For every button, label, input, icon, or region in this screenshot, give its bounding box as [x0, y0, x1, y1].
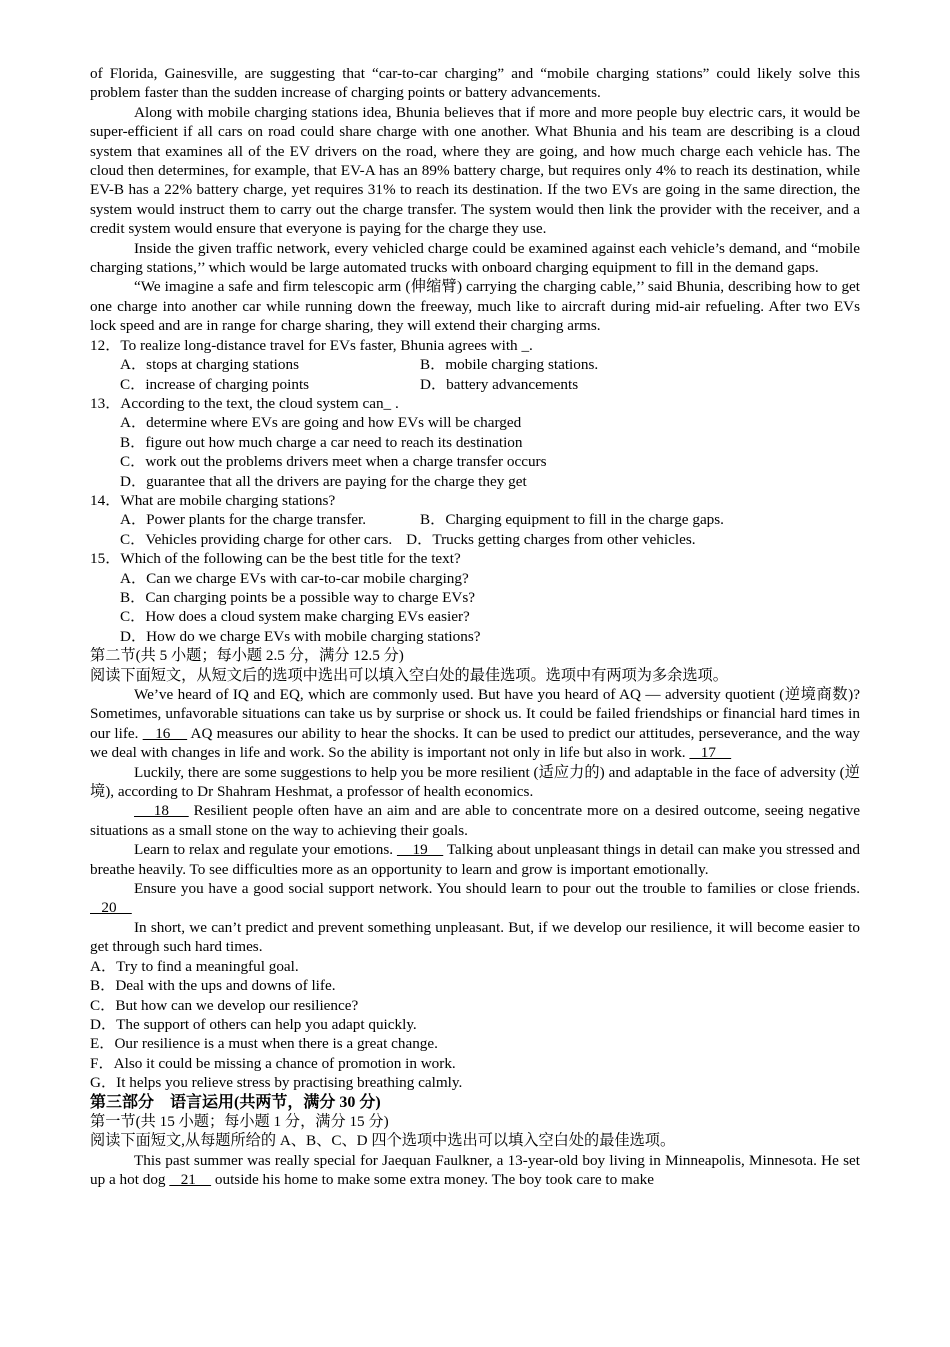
question-stem: 15．Which of the following can be the best title for the text? — [90, 550, 461, 568]
passage-paragraph: Luckily, there are some suggestions to help you be more resilient (适应力的) and adaptable in the face of adversity (逆境), according to Dr Shahram Heshmat, a professor of health economics. — [90, 763, 860, 801]
option-a: A．stops at charging stations — [120, 356, 300, 374]
option-d: D．How do we charge EVs with mobile charging stations? — [120, 627, 481, 645]
passage-paragraph: We’ve heard of IQ and EQ, which are commonly used. But have you heard of AQ — adversity quotient (逆境商数)? Sometimes, unfavorable situations can take us by surprise or shock us. It could be failed friendships or financial hard times in our life. 16 AQ measures our ability to hear the shocks. It can be used to predict our attitudes, perseverance, and the way we deal with changes in life and work. So the ability is important not only in life but also in work. 17 — [90, 686, 861, 762]
blank-20: 20 — [90, 899, 132, 917]
passage-paragraph: Along with mobile charging stations idea, Bhunia believes that if more and more people buy electric cars, it would be super-efficient if all cars on road could share charge with one another. What Bhunia and his team are describing is a cloud system that examines all of the EV drivers on the road, where they are going, and how much charge each vehicle has. The cloud then determines, for example, that EV-A has an 89% battery charge, but requires only 4% to reach its destination, while EV-B has a 22% battery charge, yet requires 31% to reach its destination. If the two EVs are going in the same direction, the system would instruct them to carry out the charge transfer. The system would then link the provider with the receiver, and a credit system would ensure that everyone is paying for the charge they use. — [90, 103, 860, 238]
question-13 — [90, 394, 860, 491]
section-heading: 第一节(共 15 小题；每小题 1 分，满分 15 分) — [90, 1112, 389, 1130]
choice-option: E．Our resilience is a must when there is a great change. — [90, 1035, 438, 1053]
question-12 — [90, 336, 860, 394]
choice-option: G．It helps you relieve stress by practising breathing calmly. — [90, 1074, 463, 1092]
question-stem: 13．According to the text, the cloud system can_ . — [90, 394, 399, 412]
passage-paragraph: of Florida, Gainesville, are suggesting that “car-to-car charging” and “mobile charging stations” could likely solve this problem faster than the sudden increase of charging points or battery advancements. — [90, 65, 860, 102]
part-heading: 第三部分 语言运用(共两节，满分 30 分) — [90, 1093, 381, 1111]
option-a: A．Power plants for the charge transfer. — [120, 511, 367, 529]
option-d: D．guarantee that all the drivers are paying for the charge they get — [120, 472, 527, 490]
option-b: B．Charging equipment to fill in the charge gaps. — [420, 511, 724, 529]
option-a: A．determine where EVs are going and how EVs will be charged — [120, 414, 522, 432]
question-stem: 12．To realize long-distance travel for EVs faster, Bhunia agrees with _. — [90, 336, 533, 354]
passage-paragraph: “We imagine a safe and firm telescopic arm (伸缩臂) carrying the charging cable,’’ said Bhunia, describing how to get one charge into another car while running down the freeway, much like to aircraft during mid-air refueling. After two EVs lock speed and are in range for charge sharing, they will extend their charging arms. — [90, 278, 860, 335]
option-b: B．mobile charging stations. — [420, 356, 599, 374]
option-c: C．How does a cloud system make charging EVs easier? — [120, 608, 470, 626]
option-d: D．battery advancements — [420, 375, 579, 393]
option-b: B．Can charging points be a possible way to charge EVs? — [120, 588, 476, 606]
option-c: C．increase of charging points — [120, 375, 310, 393]
option-a: A．Can we charge EVs with car-to-car mobile charging? — [120, 569, 469, 587]
passage-paragraph: Ensure you have a good social support network. You should learn to pour out the trouble to families or close friends. 20 — [90, 880, 860, 917]
choice-option: C．But how can we develop our resilience? — [90, 996, 359, 1014]
section-heading: 第二节(共 5 小题；每小题 2.5 分，满分 12.5 分) — [90, 647, 404, 665]
option-c: C．work out the problems drivers meet when a charge transfer occurs — [120, 453, 547, 471]
choice-option: B．Deal with the ups and downs of life. — [90, 977, 336, 995]
blank-17: 17 — [689, 744, 732, 762]
passage-paragraph: In short, we can’t predict and prevent something unpleasant. But, if we develop our resilience, it will become easier to get through such hard times. — [90, 918, 860, 956]
choice-option: F．Also it could be missing a chance of promotion in work. — [90, 1054, 456, 1072]
passage-paragraph: Learn to relax and regulate your emotions. 19 Talking about unpleasant things in detail can make you stressed and breathe heavily. To see difficulties more as an opportunity to learn and grow is important emotionally. — [90, 841, 860, 878]
question-15 — [90, 549, 860, 646]
passage-paragraph: Inside the given traffic network, every vehicled charge could be examined against each vehicle’s demand, and “mobile charging stations,’’ which would be large automated trucks with onboard charging equipment to fill in the demand gaps. — [90, 239, 860, 277]
exam-page — [90, 0, 860, 1190]
question-14 — [90, 491, 860, 549]
option-d: D．Trucks getting charges from other vehicles. — [406, 530, 696, 548]
option-b: B．figure out how much charge a car need to reach its destination — [120, 433, 523, 451]
section-instruction: 阅读下面短文，从短文后的选项中选出可以填入空白处的最佳选项。选项中有两项为多余选项。 — [90, 666, 728, 684]
option-c: C．Vehicles providing charge for other cars. — [120, 530, 393, 548]
blank-21: 21 — [169, 1171, 212, 1189]
blank-16: 16 — [142, 724, 188, 742]
passage-paragraph: This past summer was really special for Jaequan Faulkner, a 13-year-old boy living in Minneapolis, Minnesota. He set up a hot dog 21 outside his home to make some extra money. The boy took care to make — [90, 1151, 860, 1189]
blank-19: 19 — [396, 841, 444, 859]
choice-option: A．Try to find a meaningful goal. — [90, 957, 299, 975]
choice-option: D．The support of others can help you adapt quickly. — [90, 1015, 417, 1033]
passage-paragraph: 18 Resilient people often have an aim and are able to concentrate more on a desired outcome, seeing negative situations as a small stone on the way to achieving their goals. — [90, 802, 860, 839]
question-stem: 14．What are mobile charging stations? — [90, 491, 336, 509]
section-instruction: 阅读下面短文,从每题所给的 A、B、C、D 四个选项中选出可以填入空白处的最佳选项。 — [90, 1132, 676, 1150]
blank-18: 18 — [134, 802, 189, 820]
